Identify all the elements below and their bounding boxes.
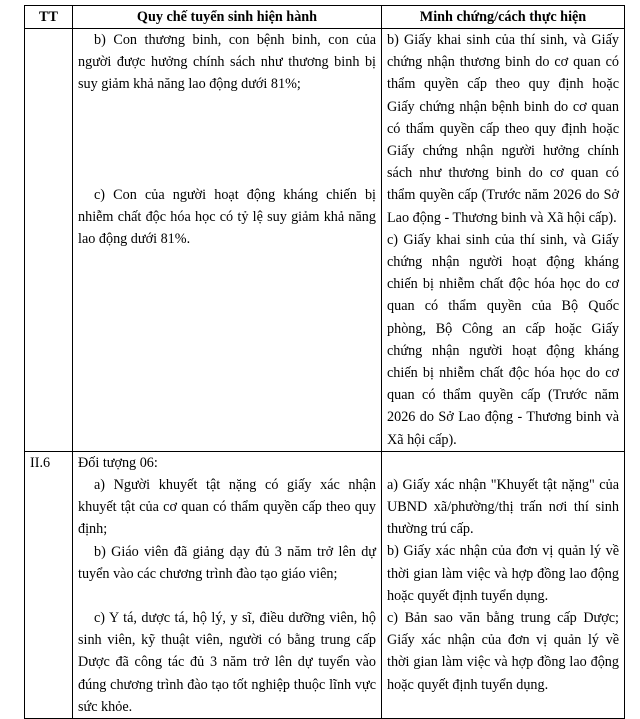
table-header-row [25,6,625,29]
regulation-item-b: b) Con thương binh, con bệnh binh, con của người được hưởng chính sách như thương binh bị suy giảm khả năng lao động dưới 81%; [78,32,376,93]
admission-regulation-table [24,5,625,719]
evidence-item-b: b) Giấy xác nhận của đơn vị quản lý về thời gian làm việc và hợp đồng lao động hoặc quyết định tuyển dụng. [387,543,619,604]
regulation-cell [73,451,382,718]
regulation-group-title: Đối tượng 06: [78,454,158,471]
row-number [25,29,73,452]
regulation-item-a: a) Người khuyết tật nặng có giấy xác nhận khuyết tật của cơ quan có thẩm quyền cấp theo quy định; [78,477,376,538]
regulation-item-c: c) Con của người hoạt động kháng chiến bị nhiễm chất độc hóa học có tỷ lệ suy giảm khả năng lao động dưới 81%. [78,186,376,248]
regulation-item-b: b) Giáo viên đã giảng dạy đủ 3 năm trở lên dự tuyển vào các chương trình đào tạo giáo viên; [78,543,376,582]
regulation-item-c: c) Y tá, dược tá, hộ lý, y sĩ, điều dưỡng viên, hộ sinh viên, kỹ thuật viên, người có bằng trung cấp Dược đã công tác đủ 3 năm trở lên dự tuyển vào đúng chương trình đào tạo tốt nghiệp thuộc lĩnh vực sức khỏe. [78,610,376,715]
evidence-cell [382,29,625,452]
regulation-cell [73,29,382,452]
header-tt: TT [25,6,73,29]
header-evidence: Minh chứng/cách thực hiện [382,6,625,29]
row-number: II.6 [25,451,73,718]
table-row [25,451,625,718]
evidence-item-c: c) Giấy khai sinh của thí sinh, và Giấy chứng nhận người hoạt động kháng chiến bị nhiễm chất độc hóa học do cơ quan có thẩm quyền của Bộ Quốc phòng, Bộ Công an cấp hoặc Giấy chứng nhận người hoạt động kháng chiến bị nhiễm chất độc hóa học do cơ quan có thẩm quyền cấp (Trước năm 2026 do Sở Lao động - Thương binh và Xã hội cấp). [387,231,619,448]
header-current-regulation: Quy chế tuyển sinh hiện hành [73,6,382,29]
table-row [25,29,625,452]
evidence-item-a: a) Giấy xác nhận "Khuyết tật nặng" của UBND xã/phường/thị trấn nơi thí sinh thường trú cấp. [387,476,619,538]
evidence-item-c: c) Bản sao văn bằng trung cấp Dược; Giấy xác nhận của đơn vị quản lý về thời gian làm việc và hợp đồng lao động hoặc quyết định tuyển dụng. [387,610,619,693]
evidence-item-b: b) Giấy khai sinh của thí sinh, và Giấy chứng nhận thương binh do cơ quan có thẩm quyền cấp theo quy định hoặc Giấy chứng nhận bệnh binh do cơ quan có thẩm quyền cấp theo quy định hoặc Giấy chứng nhận người hưởng chính sách như thương binh do cơ quan có thẩm quyền cấp (Trước năm 2026 do Sở Lao động - Thương binh và Xã hội cấp). [387,32,619,226]
evidence-cell [382,451,625,718]
